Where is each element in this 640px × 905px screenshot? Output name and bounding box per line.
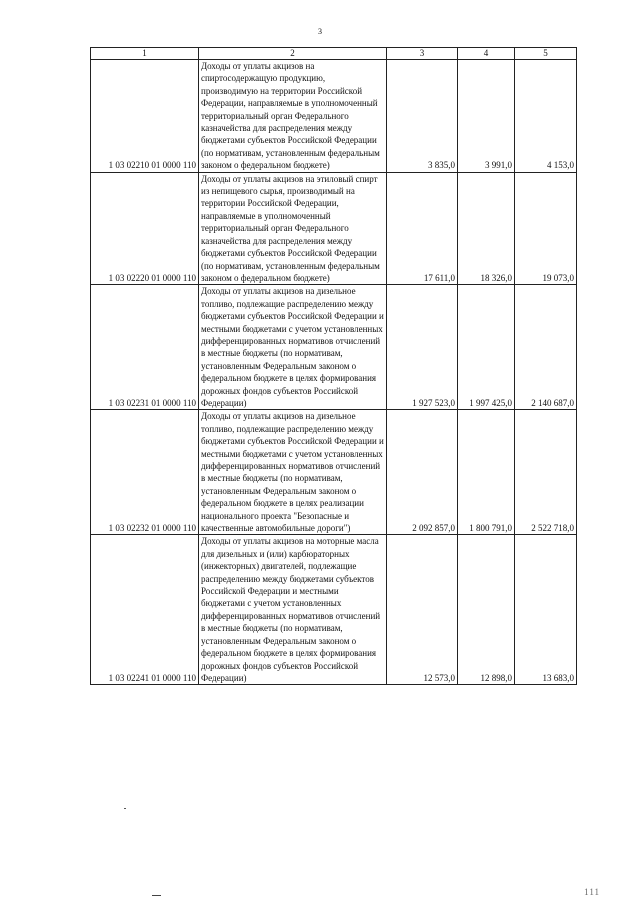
value-col4-cell: 1 800 791,0	[458, 410, 515, 535]
description-cell: Доходы от уплаты акцизов на моторные масла для дизельных и (или) карбюраторных (инжекторных) двигателей, подлежащие распределению между бюджетами субъектов Российской Федерации и местными бюджетами с учетом установленных дифференцированных нормативов отчислений в местные бюджеты (по нормативам, установленным Федеральным законом о федеральном бюджете в целях формирования дорожных фондов субъектов Российской Федерации)	[199, 535, 387, 685]
budget-code-cell: 1 03 02232 01 0000 110	[91, 410, 199, 535]
value-col3-cell: 1 927 523,0	[387, 285, 458, 410]
description-cell: Доходы от уплаты акцизов на дизельное топливо, подлежащие распределению между бюджетами субъектов Российской Федерации и местными бюджетами с учетом установленных дифференцированных нормативов отчислений в местные бюджеты (по нормативам, установленным Федеральным законом о федеральном бюджете в целях реализации национального проекта "Безопасные и качественные автомобильные дороги")	[199, 410, 387, 535]
value-col4-cell: 12 898,0	[458, 535, 515, 685]
description-cell: Доходы от уплаты акцизов на спиртосодержащую продукцию, производимую на территории Российской Федерации, направляемые в уполномоченный территориальный орган Федерального казначейства для распределения между бюджетами субъектов Российской Федерации (по нормативам, установленным федеральным законом о федеральном бюджете)	[199, 60, 387, 173]
column-header-3: 3	[387, 48, 458, 60]
column-header-1: 1	[91, 48, 199, 60]
value-col5-cell: 2 140 687,0	[515, 285, 577, 410]
page-number: 3	[318, 27, 322, 36]
table-row	[91, 172, 577, 285]
value-col3-cell: 2 092 857,0	[387, 410, 458, 535]
budget-code-cell: 1 03 02210 01 0000 110	[91, 60, 199, 173]
column-header-4: 4	[458, 48, 515, 60]
table-header-row	[91, 48, 577, 60]
corner-mark: 111	[584, 887, 600, 897]
scan-dash-mark	[152, 895, 161, 896]
value-col5-cell: 4 153,0	[515, 60, 577, 173]
scan-speck	[124, 808, 126, 809]
value-col4-cell: 18 326,0	[458, 172, 515, 285]
column-header-5: 5	[515, 48, 577, 60]
value-col3-cell: 12 573,0	[387, 535, 458, 685]
table-row	[91, 535, 577, 685]
budget-code-cell: 1 03 02241 01 0000 110	[91, 535, 199, 685]
budget-revenue-table	[90, 47, 577, 685]
value-col4-cell: 3 991,0	[458, 60, 515, 173]
value-col4-cell: 1 997 425,0	[458, 285, 515, 410]
budget-code-cell: 1 03 02220 01 0000 110	[91, 172, 199, 285]
table-row	[91, 60, 577, 173]
value-col5-cell: 13 683,0	[515, 535, 577, 685]
value-col5-cell: 19 073,0	[515, 172, 577, 285]
budget-code-cell: 1 03 02231 01 0000 110	[91, 285, 199, 410]
description-cell: Доходы от уплаты акцизов на этиловый спирт из непищевого сырья, производимый на территории Российской Федерации, направляемые в уполномоченный территориальный орган Федерального казначейства для распределения между бюджетами субъектов Российской Федерации (по нормативам, установленным федеральным законом о федеральном бюджете)	[199, 172, 387, 285]
value-col5-cell: 2 522 718,0	[515, 410, 577, 535]
table-row	[91, 285, 577, 410]
description-cell: Доходы от уплаты акцизов на дизельное топливо, подлежащие распределению между бюджетами субъектов Российской Федерации и местными бюджетами с учетом установленных дифференцированных нормативов отчислений в местные бюджеты (по нормативам, установленным Федеральным законом о федеральном бюджете в целях формирования дорожных фондов субъектов Российской Федерации)	[199, 285, 387, 410]
table-row	[91, 410, 577, 535]
value-col3-cell: 17 611,0	[387, 172, 458, 285]
column-header-2: 2	[199, 48, 387, 60]
value-col3-cell: 3 835,0	[387, 60, 458, 173]
